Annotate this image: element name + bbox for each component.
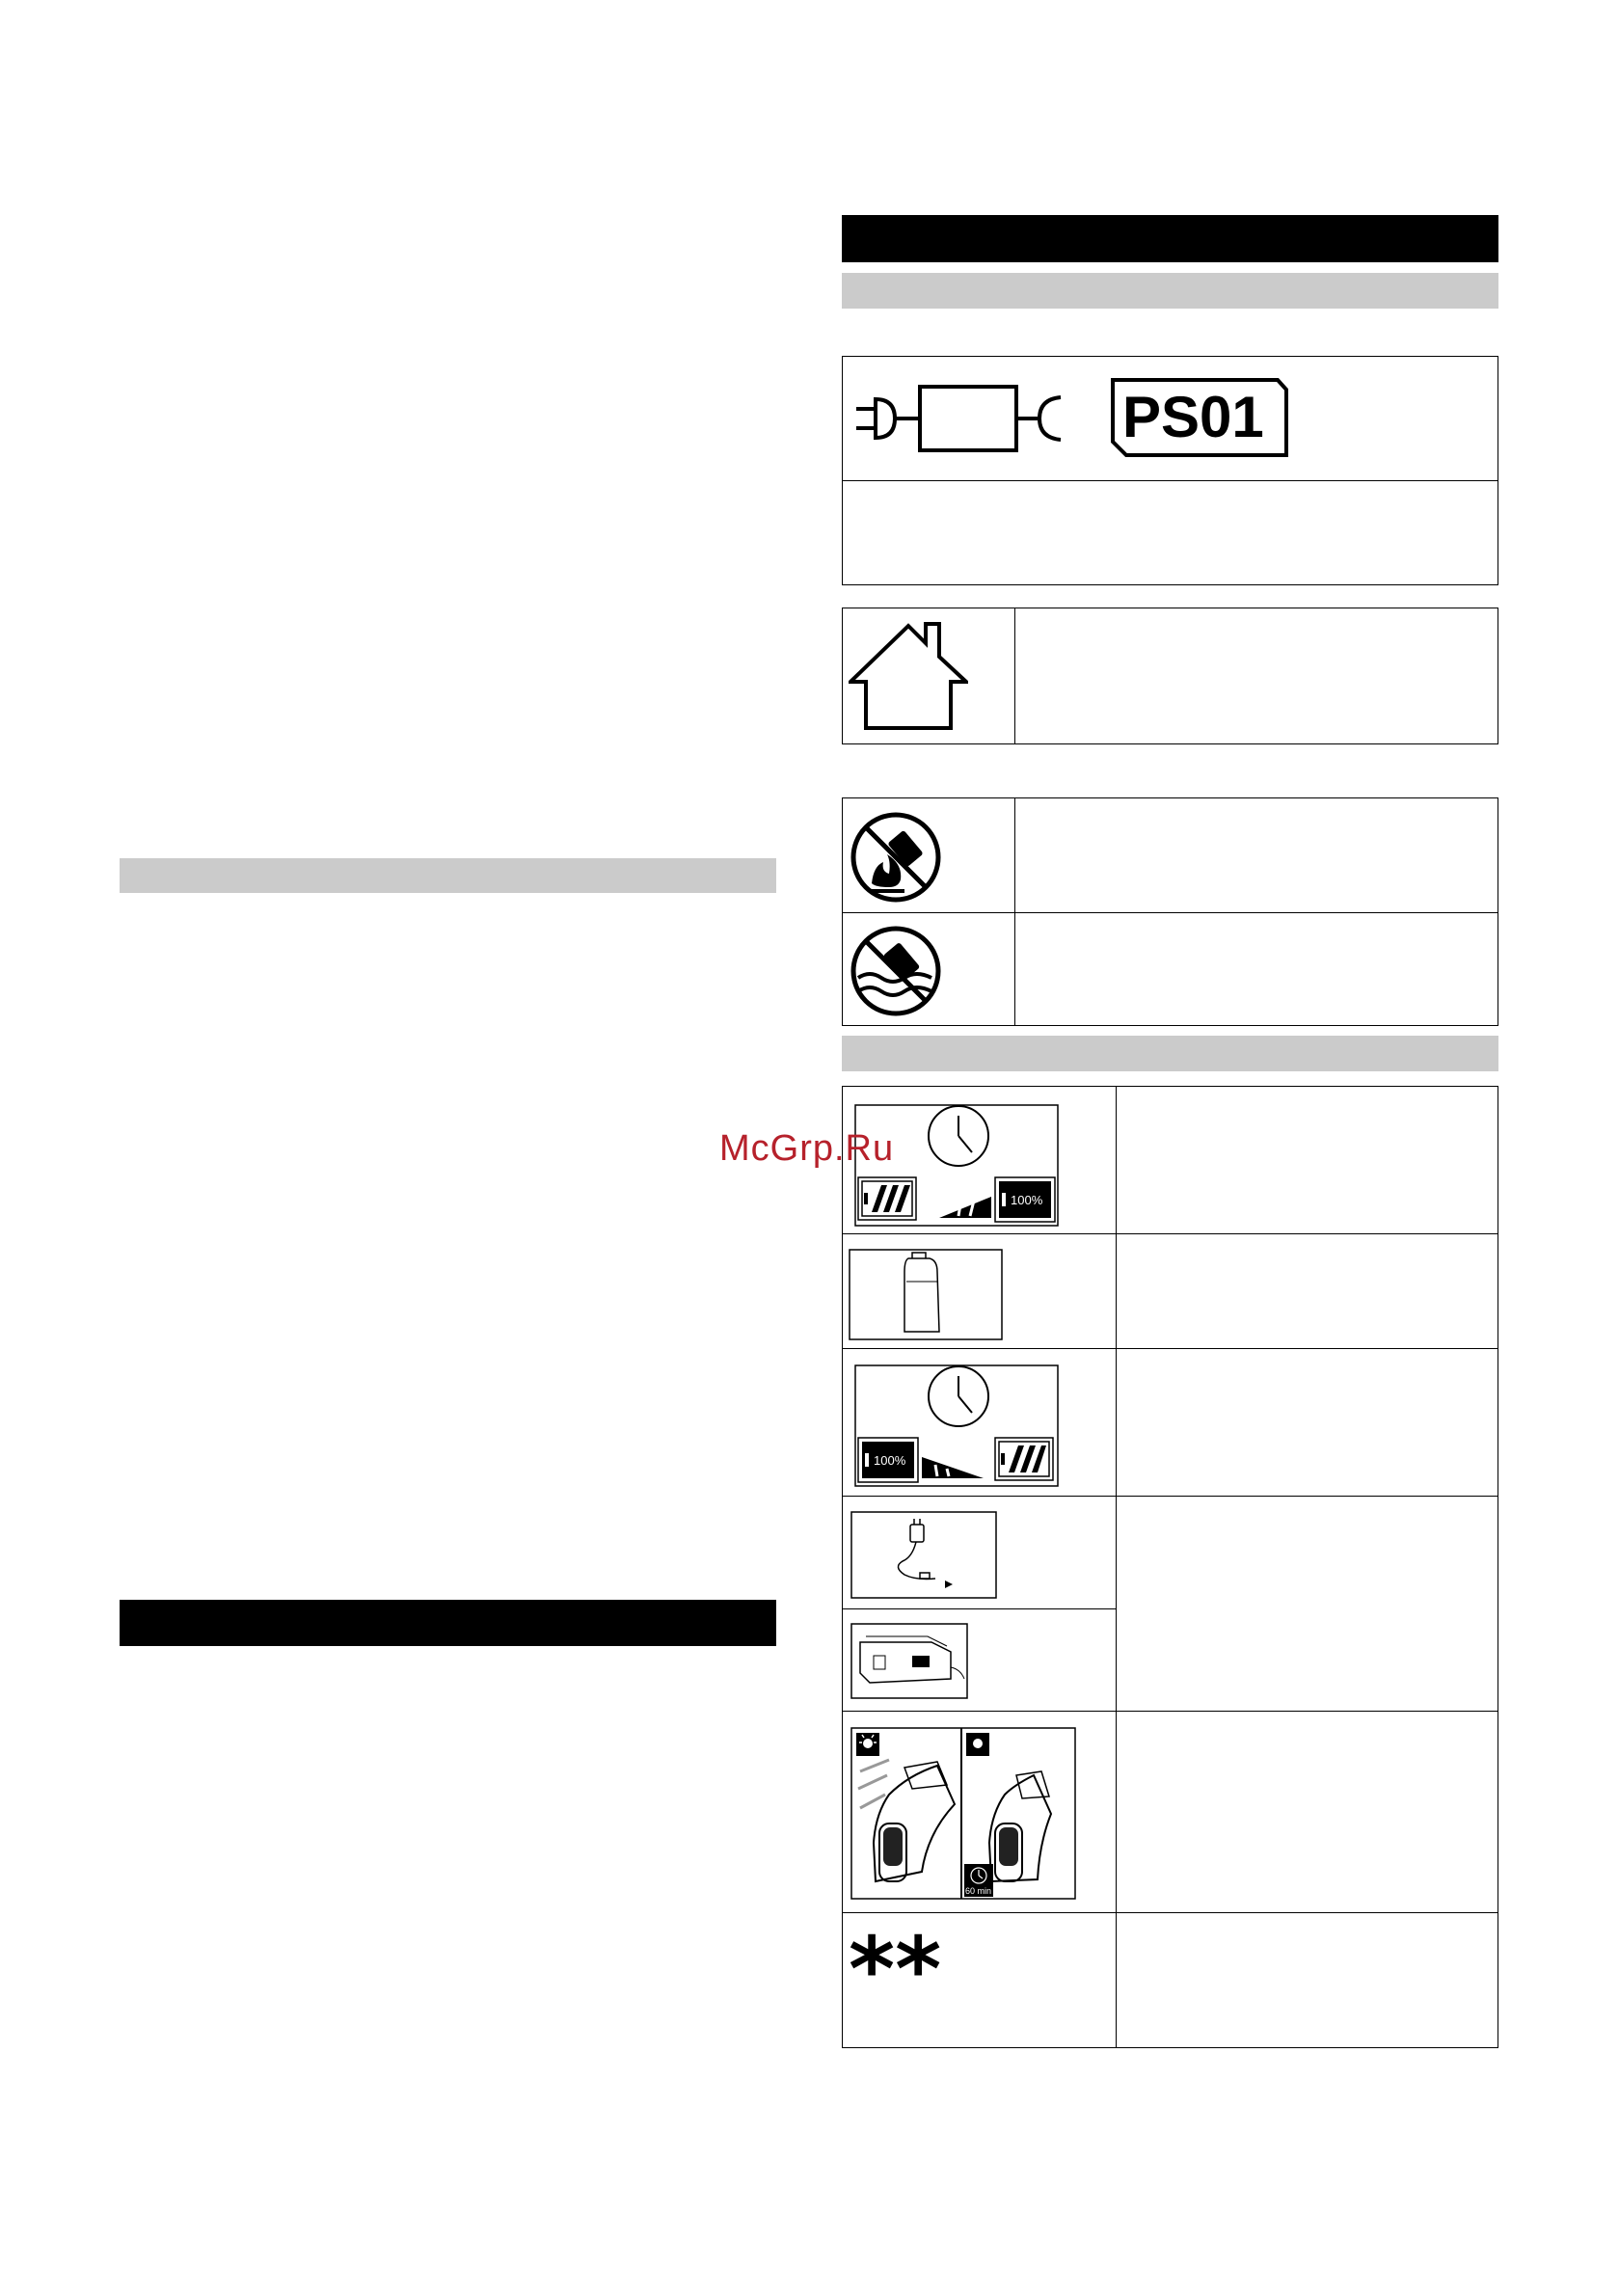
no-water-battery-icon [849, 924, 943, 1018]
battery-warnings-table [842, 797, 1498, 1026]
watermark: McGrp.Ru [719, 1128, 895, 1169]
light-timer-icon [850, 1727, 1076, 1901]
battery-full-label-1: 100% [1011, 1193, 1043, 1207]
indoor-use-table [842, 608, 1498, 744]
plug-label: PS01 [1122, 385, 1264, 449]
power-supply-table [842, 356, 1498, 585]
battery-full-label-2: 100% [874, 1453, 906, 1468]
charger-adapter-icon [850, 1511, 997, 1600]
right-section-bar-1 [842, 273, 1498, 309]
right-heading-bar [842, 215, 1498, 262]
charging-symbols-table [842, 1086, 1498, 2048]
left-heading-bar [120, 1600, 776, 1646]
no-fire-battery-icon [849, 810, 943, 905]
right-section-bar-2 [842, 1036, 1498, 1071]
double-asterisk: ** [849, 1918, 942, 2021]
runtime-icon [854, 1364, 1059, 1488]
left-section-bar [120, 858, 776, 893]
house-icon [849, 620, 968, 734]
battery-pack-icon [849, 1249, 1003, 1341]
charger-base-icon [850, 1623, 968, 1700]
timer-label: 60 min [965, 1886, 992, 1896]
